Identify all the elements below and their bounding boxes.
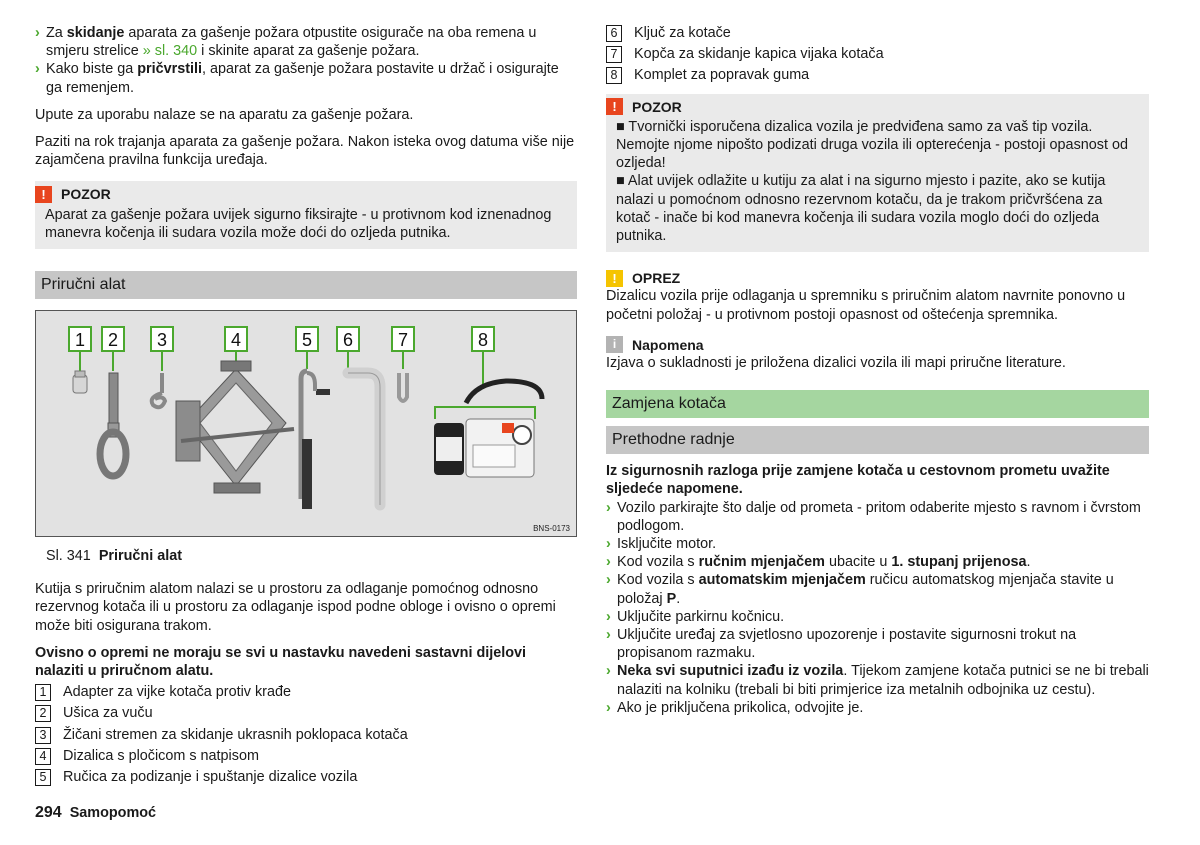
figure-code: BNS-0173 [533,524,570,534]
footer-section: Samopomoć [69,805,157,821]
warning-icon: ! [35,186,52,203]
caution-icon: ! [606,270,623,287]
paragraph: Paziti na rok trajanja aparata za gašenje požara. Nakon isteka ovog datuma više nije zajamčena pravilna funkcija uređaja. [35,134,575,169]
svg-text:2: 2 [107,330,119,351]
list-item: 8 Komplet za popravak guma [606,66,1149,84]
svg-text:4: 4 [230,330,242,351]
svg-text:1: 1 [74,330,86,351]
paragraph: Upute za uporabu nalaze se na aparatu za gašenje požara. [35,106,414,123]
list-item: 6 Ključ za kotače [606,24,1149,42]
warning-box [35,181,577,249]
list-item: 3 Žičani stremen za skidanje ukrasnih poklopaca kotača [35,726,577,744]
figure-link[interactable]: » sl. 340 [142,43,198,60]
adapter-tool [73,371,87,393]
list-item: 2 Ušica za vuču [35,704,577,722]
step: › Kod vozila s ručnim mjenjačem ubacite u 1. stupanj prijenosa. [606,554,1031,571]
bullet-marker: › [35,61,40,78]
scissor-jack-tool [176,361,294,493]
section-heading: Priručni alat [35,271,577,299]
warning-text: Aparat za gašenje požara uvijek sigurno fiksirajte - u protivnom kod iznenadnog manevra kočenja ili sudara vozila može doći do ozljeda putnika. [45,206,552,241]
figure-labels [69,327,494,351]
step: › Uključite parkirnu kočnicu. [606,608,785,625]
left-column [35,24,577,786]
step: › Vozilo parkirajte što dalje od prometa - pritom odaberite mjesto s ravnom i čvrstom podlogom. [606,499,1141,534]
paragraph: Kutija s priručnim alatom nalazi se u prostoru za odlaganje pomoćnog odnosno rezervnog kotača ili u prostoru za odlaganje ispod podne obloge i ovisno o opremi može biti osigurana trakom. [35,581,556,634]
svg-text:8: 8 [477,330,489,351]
wire-hook-tool [152,373,165,407]
warning-icon: ! [606,98,623,115]
svg-text:6: 6 [342,330,354,351]
bullet-fix: › Kako biste ga pričvrstili, aparat za gašenje požara postavite u držač i osigurajte ga remenjem. [35,61,559,96]
wheel-wrench-tool [348,373,380,505]
label-3 [151,327,173,351]
label-8 [472,327,494,351]
list-item: 4 Dizalica s pločicom s natpisom [35,747,577,765]
warning-text-2: ■ Alat uvijek odlažite u kutiju za alat i na sigurno mjesto i pazite, ako se kutija nalazi u pomoćnom odnosno rezervnom kotaču, da je trakom pričvršćena za kotač - inače bi kod manevra kočenja ili sudara vozila moglo doći do ozljeda putnika. [616,173,1106,245]
bullet-remove: › Za skidanje aparata za gašenje požara otpustite osigurače na oba remena u smjeru strelice » sl. 340 i skinite aparat za gašenje požara. [35,25,537,60]
label-5 [296,327,318,351]
bullet-marker: › [35,25,40,41]
svg-text:7: 7 [397,330,409,351]
section-heading-green: Zamjena kotača [606,390,1149,418]
bold-intro: Iz sigurnosnih razloga prije zamjene kotača u cestovnom prometu uvažite sljedeće napomene. [606,463,1110,498]
leader-lines [80,351,535,419]
warning-box [606,94,1149,253]
svg-text:5: 5 [301,330,313,351]
figure-caption: Sl. 341 Priručni alat [46,548,182,565]
label-4 [225,327,247,351]
info-icon: i [606,336,623,353]
tools-list-continued [606,24,1149,85]
bold-intro: Ovisno o opremi ne moraju se svi u nastavku navedeni sastavni dijelovi nalaziti u priručnom alatu. [35,644,527,680]
warning-text-1: ■ Tvornički isporučena dizalica vozila je predviđena samo za vaš tip vozila. Nemojte njome nipošto podizati druga vozila ili opterećenja - postoji opasnost od ozljeda! [616,118,1128,172]
crank-handle-tool [301,371,330,509]
page-number: 294 [35,804,62,821]
note-text: Izjava o sukladnosti je priložena dizalici vozila ili mapi priručne literature. [606,355,1066,372]
step: › Neka svi suputnici izađu iz vozila. Tijekom zamjene kotača putnici se ne bi trebali nalaziti na kolniku (trebali bi biti primjerice iza metalnih odbojnika uz cestu). [606,663,1149,698]
caution-head: ! OPREZ [606,269,1149,287]
label-2 [102,327,124,351]
warning-head: ! POZOR [616,98,1139,116]
tools-list [35,683,577,786]
step: › Kod vozila s automatskim mjenjačem ručicu automatskog mjenjača stavite u položaj P. [606,572,1114,607]
tools-figure [35,310,577,537]
svg-text:3: 3 [156,330,168,351]
tools-illustration [36,311,576,536]
step: › Isključite motor. [606,536,717,553]
note-head: i Napomena [606,336,1149,354]
label-6 [337,327,359,351]
label-1 [69,327,91,351]
step: › Uključite uređaj za svjetlosno upozorenje i postavite sigurnosni trokut na propisanom razmaku. [606,627,1077,662]
cap-clip-tool [399,373,407,401]
tyre-repair-kit [434,381,542,477]
towing-eye-tool [100,373,126,476]
warning-head: ! POZOR [45,185,567,203]
step: › Ako je priključena prikolica, odvojite je. [606,699,864,716]
label-7 [392,327,414,351]
list-item: 5 Ručica za podizanje i spuštanje dizalice vozila [35,768,577,786]
caution-text: Dizalicu vozila prije odlaganja u spremniku s priručnim alatom navrnite ponovno u početni položaj - u protivnom postoji opasnost od oštećenja spremnika. [606,288,1126,323]
list-item: 7 Kopča za skidanje kapica vijaka kotača [606,45,1149,63]
list-item: 1 Adapter za vijke kotača protiv krađe [35,683,577,701]
section-heading-grey: Prethodne radnje [606,426,1149,454]
page-footer [35,804,156,822]
right-column [606,24,1149,717]
